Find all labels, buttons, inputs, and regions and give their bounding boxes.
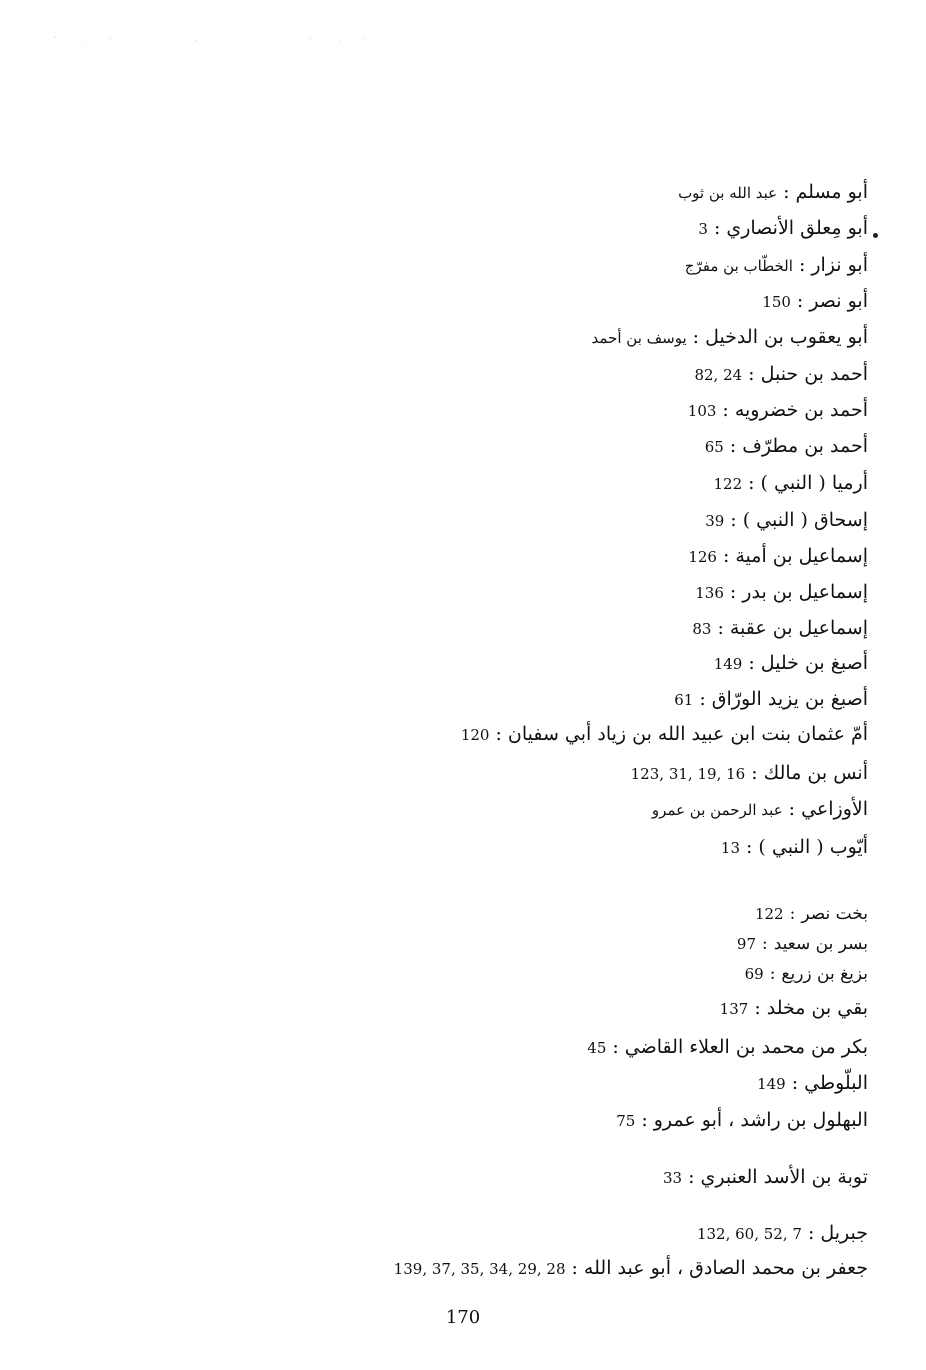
entry-separator: : xyxy=(746,836,753,858)
entry-separator: : xyxy=(798,254,806,276)
entry-separator: : xyxy=(722,399,729,421)
index-entry xyxy=(757,1071,868,1096)
index-entry xyxy=(705,508,868,533)
entry-reference: عبد الرحمن بن عمرو xyxy=(651,801,783,819)
entry-reference: 7 ,52 ,60 ,132 xyxy=(696,1225,802,1243)
entry-name: البهلول بن راشد ، أبو عمرو xyxy=(653,1109,868,1131)
entry-name: أبو يعقوب بن الدخيل xyxy=(705,326,868,348)
index-entry xyxy=(688,544,868,569)
entry-separator: : xyxy=(751,762,758,784)
entry-name: أصبغ بن يزيد الورّاق xyxy=(711,688,868,710)
entry-separator: : xyxy=(730,509,737,531)
entry-reference: 122 xyxy=(754,905,784,923)
entry-name: بقي بن مخلد xyxy=(766,997,868,1019)
entry-separator: : xyxy=(713,217,721,239)
index-entry xyxy=(714,651,868,676)
entry-reference: 149 xyxy=(713,655,743,673)
index-entry xyxy=(721,835,868,860)
entry-reference: 28 ,29 ,34 ,35 ,37 ,139 xyxy=(393,1260,566,1278)
entry-reference: 120 xyxy=(460,726,490,744)
index-entry xyxy=(698,216,868,241)
index-entry xyxy=(720,996,868,1021)
index-entry xyxy=(688,398,868,423)
entry-separator: : xyxy=(789,904,796,924)
scan-noise-decoration xyxy=(0,32,380,46)
entry-reference: 150 xyxy=(762,293,791,311)
index-entry xyxy=(692,616,868,641)
index-entry xyxy=(652,797,868,822)
entry-reference: 39 xyxy=(705,512,725,530)
entry-separator: : xyxy=(796,290,804,312)
entry-reference: 83 xyxy=(692,620,712,638)
entry-reference: 3 xyxy=(698,220,708,238)
entry-reference: الخطّاب بن مفرّج xyxy=(684,257,793,275)
entry-name: بزيغ بن زريع xyxy=(781,964,868,984)
index-entry xyxy=(697,1221,868,1246)
index-entry xyxy=(755,902,868,926)
entry-separator: : xyxy=(769,964,776,984)
entry-separator: : xyxy=(748,652,755,674)
index-entry xyxy=(685,253,868,278)
entry-separator: : xyxy=(717,617,724,639)
entry-reference: 69 xyxy=(744,965,764,983)
entry-separator: : xyxy=(688,1166,695,1188)
index-entry xyxy=(674,687,868,712)
entry-separator: : xyxy=(791,1072,799,1094)
entry-name: أبو نزار xyxy=(811,254,868,276)
entry-name: بسر بن سعيد xyxy=(773,934,868,954)
entry-reference: يوسف بن أحمد xyxy=(591,329,687,347)
entry-name: أيّوب ( النبي ) xyxy=(758,836,868,858)
entry-separator: : xyxy=(722,545,730,567)
entry-separator: : xyxy=(571,1257,578,1279)
entry-separator: : xyxy=(641,1109,648,1131)
entry-name: إسماعيل بن أمية xyxy=(735,545,868,567)
entry-reference: 122 xyxy=(713,475,743,493)
entry-name: إسماعيل بن عقبة xyxy=(729,617,868,639)
entry-reference: 16 ,19 ,31 ,123 xyxy=(630,765,746,783)
index-entry xyxy=(705,434,868,459)
index-entry xyxy=(678,180,868,205)
entry-separator: : xyxy=(748,363,755,385)
entry-reference: 103 xyxy=(687,402,717,420)
index-entry xyxy=(631,761,868,786)
entry-name: أبو نصر xyxy=(809,290,868,312)
entry-reference: 136 xyxy=(695,584,724,602)
entry-separator: : xyxy=(748,472,755,494)
entry-name: أنس بن مالك xyxy=(763,762,868,784)
entry-name: أحمد بن حنبل xyxy=(760,363,868,385)
entry-separator: : xyxy=(729,435,737,457)
entry-reference: 97 xyxy=(736,935,756,953)
entry-name: أصبغ بن خليل xyxy=(760,652,868,674)
index-entry xyxy=(587,1035,868,1060)
index-entry xyxy=(394,1256,868,1281)
entry-separator: : xyxy=(692,326,700,348)
entry-separator: : xyxy=(788,798,796,820)
entry-name: بخت نصر xyxy=(801,904,868,924)
index-entry xyxy=(695,580,868,605)
index-entry xyxy=(694,362,868,387)
index-entry xyxy=(745,962,868,986)
entry-reference: 65 xyxy=(704,438,724,456)
entry-name: أرميا ( النبي ) xyxy=(760,472,868,494)
entry-separator: : xyxy=(807,1222,815,1244)
entry-name: جبريل xyxy=(820,1222,868,1244)
entry-reference: 33 xyxy=(662,1169,683,1187)
entry-separator: : xyxy=(495,723,502,745)
entry-name: أمّ عثمان بنت ابن عبيد الله بن زياد أبي سفيان xyxy=(507,723,868,745)
entry-separator: : xyxy=(699,688,706,710)
page-number: 170 xyxy=(445,1307,481,1328)
entry-reference: 61 xyxy=(674,691,694,709)
entry-name: أبو مسلم xyxy=(795,181,868,203)
entry-reference: عبد الله بن ثوب xyxy=(678,184,778,202)
entry-name: توبة بن الأسد العنبري xyxy=(700,1166,868,1188)
index-entry xyxy=(663,1165,868,1190)
entry-name: أحمد بن خضرويه xyxy=(734,399,868,421)
entry-separator: : xyxy=(783,181,790,203)
index-entry xyxy=(762,289,868,314)
entry-name: إسحاق ( النبي ) xyxy=(742,509,868,531)
entry-separator: : xyxy=(612,1036,619,1058)
entry-name: إسماعيل بن بدر xyxy=(742,581,868,603)
entry-reference: 75 xyxy=(616,1112,636,1130)
entry-name: أبو مِعلق الأنصاري xyxy=(726,217,868,239)
entry-separator: : xyxy=(729,581,737,603)
entry-reference: 126 xyxy=(688,548,717,566)
entry-name: البلّوطي xyxy=(804,1072,868,1094)
entry-separator: : xyxy=(762,934,768,954)
entry-reference: 45 xyxy=(587,1039,607,1057)
entry-name: جعفر بن محمد الصادق ، أبو عبد الله xyxy=(583,1257,868,1279)
index-entry xyxy=(616,1108,868,1133)
index-entry xyxy=(737,932,868,956)
entry-reference: 13 xyxy=(720,839,740,857)
margin-dot xyxy=(873,233,878,238)
entry-name: الأوزاعي xyxy=(801,798,868,820)
entry-name: أحمد بن مطرّف xyxy=(742,435,868,457)
entry-reference: 137 xyxy=(719,1000,749,1018)
entry-separator: : xyxy=(754,997,761,1019)
index-entry xyxy=(461,722,868,747)
entry-name: بكر من محمد بن العلاء القاضي xyxy=(624,1036,868,1058)
index-entry xyxy=(592,325,868,350)
entry-reference: 24 ,82 xyxy=(694,366,743,384)
index-entry xyxy=(713,471,868,496)
entry-reference: 149 xyxy=(757,1075,786,1093)
